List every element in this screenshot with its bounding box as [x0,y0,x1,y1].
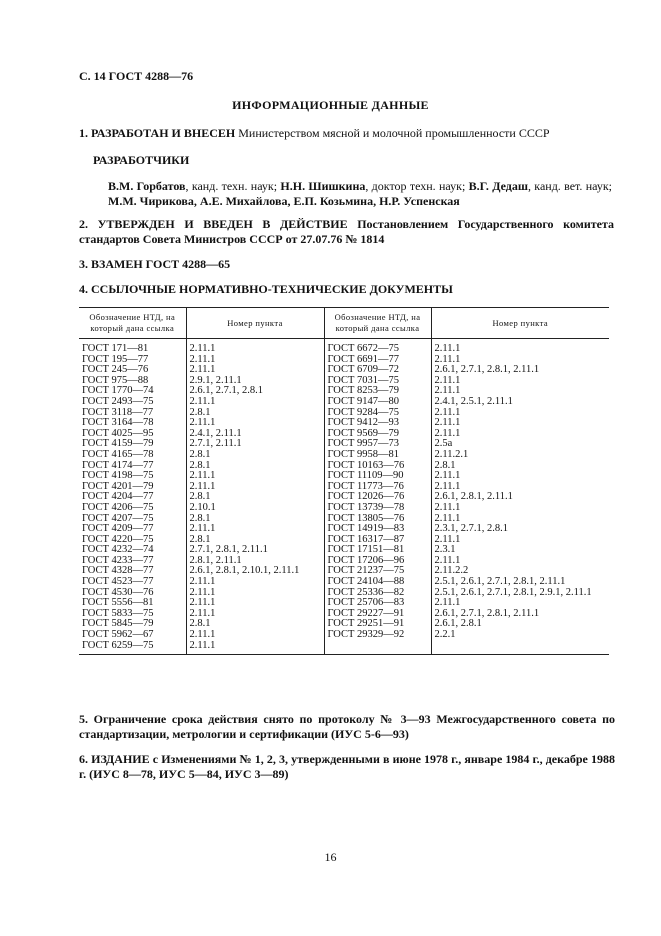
cell-ntd: ГОСТ 4174—77 [82,460,154,471]
cell-ntd: ГОСТ 17206—96 [324,556,431,567]
item-validity-text: 5. Ограничение срока действия снято по протоколу № 3—93 Межгосударственного совета по стандартизации, метрологии и сертификации (ИУС 5-6—93) [79,712,615,741]
cell-ntd: ГОСТ 9147—80 [324,397,431,408]
cell-clause: 2.8.1 [186,461,324,472]
cell-ntd: ГОСТ 245—76 [82,365,149,376]
cell-clause: 2.8.1 [186,619,324,630]
developer-title: , канд. техн. наук; [185,179,281,193]
table-row [79,397,609,408]
table-row [79,355,609,366]
item-edition [79,752,615,782]
table-row [79,376,609,387]
cell-clause: 2.11.1 [186,609,324,620]
cell-ntd: ГОСТ 4530—76 [82,587,154,598]
cell-clause: 2.11.1 [431,376,609,387]
cell-clause: 2.6.1, 2.8.1, 2.10.1, 2.11.1 [186,566,324,577]
table-row [79,588,609,599]
table-row [79,450,609,461]
cell-ntd: ГОСТ 9284—75 [324,408,431,419]
cell-ntd: ГОСТ 16317—87 [324,535,431,546]
table-row [79,471,609,482]
table-row [79,619,609,630]
table-row [79,535,609,546]
cell-clause: 2.8.1 [186,450,324,461]
table-header-row [79,308,609,339]
cell-clause: 2.11.1 [186,471,324,482]
cell-ntd: ГОСТ 6709—72 [324,365,431,376]
cell-clause: 2.6.1, 2.7.1, 2.8.1 [186,386,324,397]
cell-clause: 2.3.1, 2.7.1, 2.8.1 [431,524,609,535]
cell-clause: 2.8.1 [186,408,324,419]
cell-clause [431,641,609,655]
table-row [79,482,609,493]
cell-clause: 2.3.1 [431,545,609,556]
cell-clause: 2.11.1 [186,482,324,493]
cell-clause: 2.11.1 [431,471,609,482]
cell-clause: 2.11.1 [431,535,609,546]
references-table [79,307,609,655]
cell-clause: 2.11.1 [431,514,609,525]
table-row [79,418,609,429]
table-row [79,365,609,376]
cell-ntd: ГОСТ 11773—76 [324,482,431,493]
cell-ntd: ГОСТ 1770—74 [82,386,154,397]
cell-ntd: ГОСТ 14919—83 [324,524,431,535]
table-row [79,609,609,620]
table-row [79,429,609,440]
item-replaced: 3. ВЗАМЕН ГОСТ 4288—65 [79,257,231,271]
cell-ntd: ГОСТ 21237—75 [324,566,431,577]
cell-ntd: ГОСТ 6691—77 [324,355,431,366]
cell-clause: 2.7.1, 2.8.1, 2.11.1 [186,545,324,556]
cell-clause: 2.2.1 [431,630,609,641]
cell-clause: 2.8.1 [186,535,324,546]
cell-ntd: ГОСТ 5556—81 [82,598,154,609]
cell-clause: 2.11.1 [431,355,609,366]
cell-ntd: ГОСТ 29251—91 [324,619,431,630]
cell-clause: 2.11.1 [431,503,609,514]
cell-ntd: ГОСТ 4198—75 [82,471,154,482]
table-row [79,439,609,450]
cell-ntd: ГОСТ 9412—93 [324,418,431,429]
cell-ntd: ГОСТ 4233—77 [82,555,154,566]
cell-clause: 2.8.1 [431,461,609,472]
table-row [79,514,609,525]
item-approved [79,217,614,247]
cell-ntd: ГОСТ 9569—79 [324,429,431,440]
cell-ntd: ГОСТ 5845—79 [82,619,154,630]
cell-ntd: ГОСТ 4232—74 [82,545,154,556]
table-row [79,566,609,577]
table-row [79,503,609,514]
developer-name: В.М. Горбатов [108,179,186,193]
cell-ntd: ГОСТ 3164—78 [82,418,154,429]
cell-ntd: ГОСТ 4220—75 [82,534,154,545]
cell-clause: 2.11.1 [186,418,324,429]
table-row [79,577,609,588]
header-clause: Номер пункта [186,308,324,339]
table-row [79,630,609,641]
cell-clause: 2.11.1 [186,365,324,376]
cell-clause: 2.4.1, 2.11.1 [186,429,324,440]
table-row [79,556,609,567]
cell-ntd: ГОСТ 4523—77 [82,577,154,588]
cell-clause: 2.11.1 [186,524,324,535]
cell-clause: 2.5.1, 2.6.1, 2.7.1, 2.8.1, 2.9.1, 2.11.1 [431,588,609,599]
header-ntd: Обозначение НТД, на который дана ссылка [324,308,431,339]
item-developed [79,126,619,141]
cell-clause: 2.11.1 [431,598,609,609]
header-clause: Номер пункта [431,308,609,339]
cell-clause: 2.11.2.2 [431,566,609,577]
table-row [79,492,609,503]
cell-clause: 2.8.1, 2.11.1 [186,556,324,567]
table-row [79,386,609,397]
developer-title: , доктор техн. наук; [365,179,469,193]
cell-ntd: ГОСТ 5962—67 [82,630,154,641]
cell-ntd: ГОСТ 2493—75 [82,396,154,407]
cell-ntd: ГОСТ 29329—92 [324,630,431,641]
cell-clause: 2.11.1 [431,408,609,419]
table-row [79,545,609,556]
cell-clause: 2.6.1, 2.8.1 [431,619,609,630]
cell-clause: 2.11.2.1 [431,450,609,461]
header-ntd: Обозначение НТД, на который дана ссылка [79,308,186,339]
developer-name: Н.Н. Шишкина [280,179,366,193]
cell-ntd: ГОСТ 4165—78 [82,449,154,460]
cell-clause: 2.10.1 [186,503,324,514]
cell-clause: 2.11.1 [186,397,324,408]
item-validity [79,712,615,742]
cell-ntd: ГОСТ 6672—75 [324,339,431,355]
cell-ntd: ГОСТ 4201—79 [82,481,154,492]
cell-ntd: ГОСТ 5833—75 [82,608,154,619]
table-row [79,339,609,355]
table-row [79,461,609,472]
cell-clause: 2.11.1 [186,588,324,599]
cell-ntd: ГОСТ 10163—76 [324,461,431,472]
cell-ntd: ГОСТ 3118—77 [82,407,154,418]
developers-heading: РАЗРАБОТЧИКИ [93,153,190,167]
cell-clause: 2.5а [431,439,609,450]
cell-clause: 2.11.1 [431,556,609,567]
cell-ntd: ГОСТ 12026—76 [324,492,431,503]
cell-ntd: ГОСТ 17151—81 [324,545,431,556]
cell-clause: 2.11.1 [186,641,324,655]
cell-clause: 2.6.1, 2.7.1, 2.8.1, 2.11.1 [431,609,609,620]
cell-ntd: ГОСТ 13739—78 [324,503,431,514]
cell-clause: 2.11.1 [186,355,324,366]
cell-ntd: ГОСТ 4209—77 [82,524,154,535]
cell-ntd: ГОСТ 4206—75 [82,502,154,513]
cell-clause: 2.8.1 [186,514,324,525]
cell-clause: 2.8.1 [186,492,324,503]
page-header: С. 14 ГОСТ 4288—76 [79,69,194,83]
developer-title: , канд. вет. наук; [527,179,612,193]
cell-ntd: ГОСТ 24104—88 [324,577,431,588]
developer-name: М.М. Чирикова, А.Е. Михайлова, Е.П. Козьмина, Н.Р. Успенская [108,194,460,208]
cell-ntd [324,641,431,655]
item-edition-text: 6. ИЗДАНИЕ с Изменениями № 1, 2, 3, утвержденными в июне 1978 г., январе 1984 г., декабре 1988 г. (ИУС 8—78, ИУС 5—84, ИУС 3—89) [79,752,615,781]
cell-clause: 2.11.1 [186,630,324,641]
cell-clause: 2.11.1 [431,418,609,429]
cell-clause: 2.5.1, 2.6.1, 2.7.1, 2.8.1, 2.11.1 [431,577,609,588]
table-row [79,524,609,535]
cell-ntd: ГОСТ 7031—75 [324,376,431,387]
item-approved-label: 2. УТВЕРЖДЕН И ВВЕДЕН В ДЕЙСТВИЕ [79,217,348,231]
cell-ntd: ГОСТ 975—88 [82,375,149,386]
item-approved-text: Постановлением Государственного комитета стандартов Совета Министров СССР от 27.07.76 № 1814 [79,217,614,246]
cell-ntd: ГОСТ 195—77 [82,354,149,365]
cell-clause: 2.11.1 [186,598,324,609]
cell-clause: 2.6.1, 2.7.1, 2.8.1, 2.11.1 [431,365,609,376]
cell-clause: 2.11.1 [186,339,324,355]
cell-ntd: ГОСТ 9958—81 [324,450,431,461]
cell-ntd: ГОСТ 11109—90 [324,471,431,482]
page-number: 16 [324,850,337,864]
cell-clause: 2.11.1 [431,386,609,397]
cell-ntd: ГОСТ 25336—82 [324,588,431,599]
cell-clause: 2.11.1 [186,577,324,588]
cell-clause: 2.9.1, 2.11.1 [186,376,324,387]
cell-ntd: ГОСТ 4328—77 [82,566,154,577]
cell-clause: 2.4.1, 2.5.1, 2.11.1 [431,397,609,408]
cell-ntd: ГОСТ 29227—91 [324,609,431,620]
cell-ntd: ГОСТ 6259—75 [79,641,186,655]
cell-clause: 2.6.1, 2.8.1, 2.11.1 [431,492,609,503]
cell-ntd: ГОСТ 8253—79 [324,386,431,397]
cell-ntd: ГОСТ 4025—95 [82,428,154,439]
table-row [79,598,609,609]
developers-list [108,179,612,209]
table-row [79,641,609,655]
table-row [79,408,609,419]
cell-ntd: ГОСТ 13805—76 [324,514,431,525]
cell-ntd: ГОСТ 4159—79 [82,439,154,450]
cell-ntd: ГОСТ 4207—75 [82,513,154,524]
cell-ntd: ГОСТ 4204—77 [82,492,154,503]
item-developed-text: Министерством мясной и молочной промышленности СССР [235,126,550,140]
item-developed-label: 1. РАЗРАБОТАН И ВНЕСЕН [79,126,236,140]
cell-clause: 2.11.1 [431,339,609,355]
developer-name: В.Г. Дедаш [468,179,528,193]
cell-ntd: ГОСТ 25706—83 [324,598,431,609]
cell-clause: 2.11.1 [431,429,609,440]
cell-ntd: ГОСТ 9957—73 [324,439,431,450]
cell-clause: 2.11.1 [431,482,609,493]
item-references-heading: 4. ССЫЛОЧНЫЕ НОРМАТИВНО-ТЕХНИЧЕСКИЕ ДОКУМЕНТЫ [79,282,453,296]
section-title: ИНФОРМАЦИОННЫЕ ДАННЫЕ [232,98,429,112]
cell-ntd: ГОСТ 171—81 [82,343,149,354]
cell-clause: 2.7.1, 2.11.1 [186,439,324,450]
